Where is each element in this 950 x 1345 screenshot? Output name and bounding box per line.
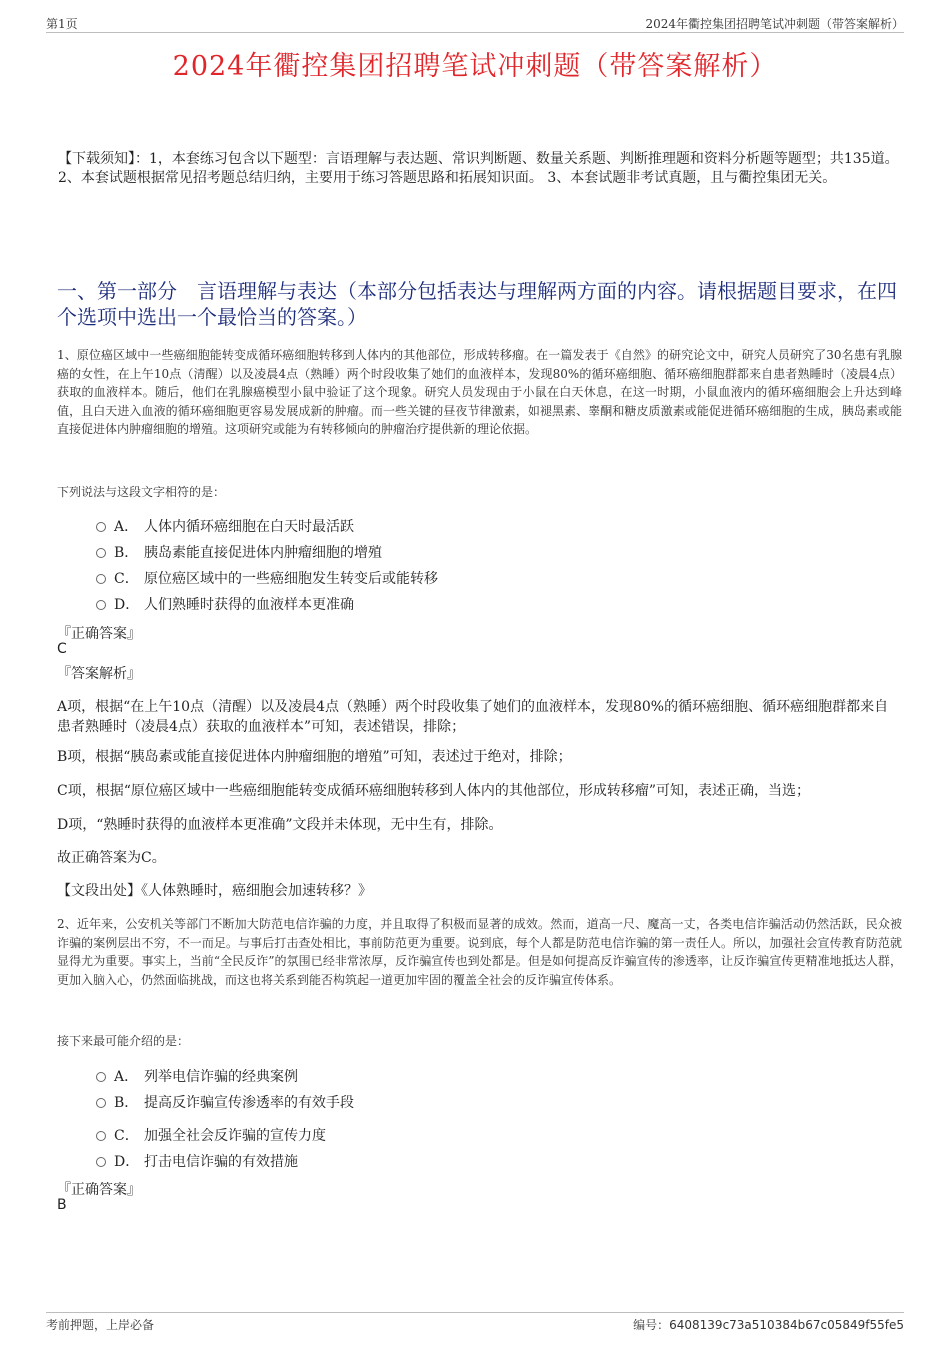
radio-icon[interactable] bbox=[96, 1157, 106, 1167]
section-heading: 一、第一部分 言语理解与表达（本部分包括表达与理解两方面的内容。请根据题目要求，在四个选项中选出一个最恰当的答案。） bbox=[57, 279, 897, 329]
page-footer bbox=[46, 1312, 904, 1332]
q2-option-c[interactable]: C． 加强全社会反诈骗的宣传力度 bbox=[96, 1125, 326, 1145]
q2-prompt: 接下来最可能介绍的是： bbox=[57, 1034, 190, 1048]
footer-slogan: 考前押题，上岸必备 bbox=[46, 1318, 155, 1332]
q1-analysis-b: B项，根据“胰岛素或能直接促进体内肿瘤细胞的增殖”可知，表述过于绝对，排除； bbox=[57, 749, 572, 765]
radio-icon[interactable] bbox=[96, 522, 106, 532]
q2-answer: B bbox=[57, 1197, 67, 1213]
q2-answer-label: 『正确答案』 bbox=[57, 1182, 141, 1198]
q1-conclusion: 故正确答案为C。 bbox=[57, 850, 166, 866]
q1-option-d[interactable]: D． 人们熟睡时获得的血液样本更准确 bbox=[96, 594, 354, 614]
q1-analysis-a: A项，根据“在上午10点（清醒）以及凌晨4点（熟睡）两个时段收集了她们的血液样本，发现80%的循环癌细胞、循环癌细胞群都来自患者熟睡时（凌晨4点）获取的血液样本”可知，表述错误，排除； bbox=[57, 699, 889, 735]
q1-option-c[interactable]: C． 原位癌区域中的一些癌细胞发生转变后或能转移 bbox=[96, 568, 438, 588]
q2-option-b[interactable]: B． 提高反诈骗宣传渗透率的有效手段 bbox=[96, 1092, 354, 1112]
q1-analysis-d: D项，“熟睡时获得的血液样本更准确”文段并未体现，无中生有，排除。 bbox=[57, 817, 503, 833]
radio-icon[interactable] bbox=[96, 1131, 106, 1141]
radio-icon[interactable] bbox=[96, 574, 106, 584]
page-header bbox=[46, 14, 904, 33]
page-number: 第1页 bbox=[46, 17, 78, 31]
q1-analysis-c: C项，根据“原位癌区域中一些癌细胞能转变成循环癌细胞转移到人体内的其他部位，形成转移瘤”可知，表述正确，当选； bbox=[57, 783, 811, 799]
radio-icon[interactable] bbox=[96, 1098, 106, 1108]
q1-source: 【文段出处】《人体熟睡时，癌细胞会加速转移？》 bbox=[57, 883, 372, 899]
q1-analysis-label: 『答案解析』 bbox=[57, 666, 141, 682]
footer-code: 编号：6408139c73a510384b67c05849f55fe5 bbox=[633, 1318, 904, 1332]
q1-prompt: 下列说法与这段文字相符的是： bbox=[57, 485, 226, 499]
radio-icon[interactable] bbox=[96, 1072, 106, 1082]
q1-option-b[interactable]: B． 胰岛素能直接促进体内肿瘤细胞的增殖 bbox=[96, 542, 382, 562]
radio-icon[interactable] bbox=[96, 600, 106, 610]
q2-option-d[interactable]: D． 打击电信诈骗的有效措施 bbox=[96, 1151, 298, 1171]
q1-passage: 1、原位癌区域中一些癌细胞能转变成循环癌细胞转移到人体内的其他部位，形成转移瘤。在一篇发表于《自然》的研究论文中，研究人员研究了30名患有乳腺癌的女性，在上午10点（清醒）以及凌晨4点（熟睡）两个时段收集了她们的血液样本，发现80%的循环癌细胞、循环癌细胞群都来自患者熟睡时（凌晨4点）获取的血液样本。随后，他们在乳腺癌模型小鼠中验证了这个现象。研究人员发现由于小鼠在白天休息，在这一时期，小鼠血液内的循环癌细胞会上升达到峰值，且白天进入血液的循环癌细胞更容易发展成新的肿瘤。而一些关键的昼夜节律激素，如褪黑素、睾酮和糖皮质激素或能促进循环癌细胞的生成，胰岛素或能直接促进体内肿瘤细胞的增殖。这项研究或能为有转移倾向的肿瘤治疗提供新的理论依据。 bbox=[57, 348, 902, 436]
q1-answer: C bbox=[57, 641, 67, 657]
download-notice: 【下载须知】：1，本套练习包含以下题型：言语理解与表达题、常识判断题、数量关系题、判断推理题和资料分析题等题型；共135道。 2、本套试题根据常见招考题总结归纳，主要用于练习答题思路和拓展知识面。 3、本套试题非考试真题，且与衢控集团无关。 bbox=[58, 151, 899, 186]
header-doc-title: 2024年衢控集团招聘笔试冲刺题（带答案解析） bbox=[645, 17, 904, 31]
q2-passage: 2、近年来，公安机关等部门不断加大防范电信诈骗的力度，并且取得了积极而显著的成效。然而，道高一尺、魔高一丈，各类电信诈骗活动仍然活跃，民众被诈骗的案例层出不穷，不一而足。与事后打击查处相比，事前防范更为重要。说到底，每个人都是防范电信诈骗的第一责任人。所以，加强社会宣传教育防范就显得尤为重要。事实上，当前“全民反诈”的氛围已经非常浓厚，反诈骗宣传也到处都是。但是如何提高反诈骗宣传的渗透率，让反诈骗宣传更精准地抵达人群，更加入脑入心，仍然面临挑战，而这也将关系到能否构筑起一道更加牢固的覆盖全社会的反诈骗宣传体系。 bbox=[57, 917, 902, 987]
q1-answer-label: 『正确答案』 bbox=[57, 626, 141, 642]
radio-icon[interactable] bbox=[96, 548, 106, 558]
q1-option-a[interactable]: A． 人体内循环癌细胞在白天时最活跃 bbox=[96, 516, 354, 536]
document-title: 2024年衢控集团招聘笔试冲刺题（带答案解析） bbox=[172, 51, 778, 82]
q2-option-a[interactable]: A． 列举电信诈骗的经典案例 bbox=[96, 1066, 298, 1086]
